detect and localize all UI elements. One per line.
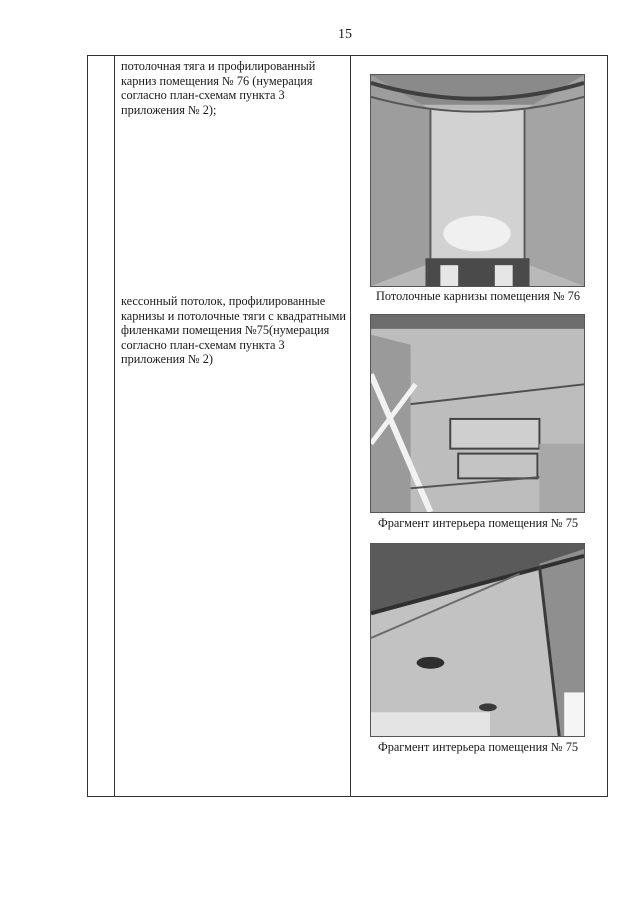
photo-caption: Фрагмент интерьера помещения № 75 bbox=[377, 516, 579, 530]
page-number: 15 bbox=[338, 27, 352, 42]
photo-ceiling-cornices-room-76 bbox=[370, 74, 585, 287]
photo-interior-room-75 bbox=[370, 314, 585, 513]
document-table bbox=[87, 55, 608, 797]
photo-interior-room-75-second bbox=[370, 543, 585, 737]
description-text: кессонный потолок, профилированные карнизы и потолочные тяги с квадратными филенками помещения №75(нумерация согласно план-схемам пункта 3 приложения № 2) bbox=[121, 294, 346, 367]
photo-caption: Фрагмент интерьера помещения № 75 bbox=[377, 740, 579, 754]
photo-caption: Потолочные карнизы помещения № 76 bbox=[376, 289, 580, 303]
description-text: потолочная тяга и профилированный карниз помещения № 76 (нумерация согласно план-схемам пункта 3 приложения № 2); bbox=[121, 59, 316, 117]
table-column-divider bbox=[114, 56, 115, 796]
table-column-divider bbox=[350, 56, 351, 796]
